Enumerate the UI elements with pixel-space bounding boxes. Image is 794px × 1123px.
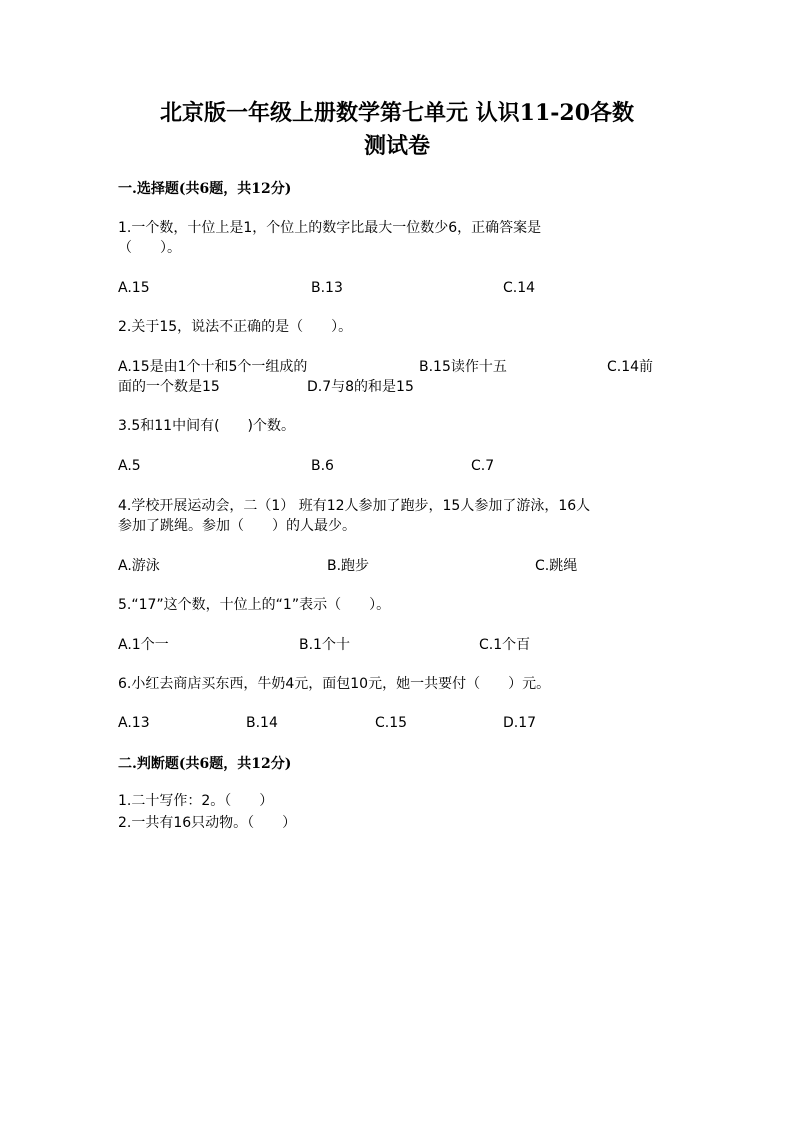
- question-6-text: 6.小红去商店买东西，牛奶4元，面包10元，她一共要付（ ）元。: [118, 676, 551, 692]
- judge-question-2: 2.一共有16只动物。（ ）: [118, 815, 297, 831]
- section-heading-choice: 一.选择题(共6题，共12分): [118, 181, 292, 197]
- page-title-line1: 北京版一年级上册数学第七单元 认识11-20各数: [159, 100, 635, 126]
- question-1-option-c[interactable]: C.14: [503, 280, 536, 296]
- question-5-text: 5.“17”这个数，十位上的“1”表示（ ）。: [118, 597, 391, 613]
- question-6-option-c[interactable]: C.15: [375, 715, 408, 731]
- question-1-option-a[interactable]: A.15: [118, 280, 150, 296]
- question-2-option-c[interactable]: C.14前: [607, 359, 654, 375]
- question-2-option-b[interactable]: B.15读作十五: [419, 359, 507, 375]
- question-4-text-line1: 4.学校开展运动会，二（1） 班有12人参加了跑步，15人参加了游泳，16人: [118, 498, 591, 514]
- question-2-option-c-continued[interactable]: 面的一个数是15: [118, 379, 220, 395]
- question-1-text-line2: （ ）。: [118, 240, 181, 256]
- question-5-option-b[interactable]: B.1个十: [299, 637, 350, 653]
- question-4-text-line2: 参加了跳绳。参加（ ）的人最少。: [118, 518, 356, 534]
- section-heading-judge: 二.判断题(共6题，共12分): [118, 756, 292, 772]
- question-4-option-b[interactable]: B.跑步: [327, 558, 370, 574]
- question-3-option-a[interactable]: A.5: [118, 458, 141, 474]
- judge-question-1: 1.二十写作：2。（ ）: [118, 793, 274, 809]
- question-1-option-b[interactable]: B.13: [311, 280, 343, 296]
- question-3-option-c[interactable]: C.7: [471, 458, 495, 474]
- question-1-text-line1: 1.一个数，十位上是1，个位上的数字比最大一位数少6，正确答案是: [118, 220, 542, 236]
- question-4-option-c[interactable]: C.跳绳: [535, 558, 578, 574]
- question-6-option-b[interactable]: B.14: [246, 715, 278, 731]
- question-3-option-b[interactable]: B.6: [311, 458, 334, 474]
- question-3-text: 3.5和11中间有( )个数。: [118, 418, 296, 434]
- question-5-option-a[interactable]: A.1个一: [118, 637, 169, 653]
- page-title-line2: 测试卷: [363, 133, 430, 159]
- question-2-text: 2.关于15，说法不正确的是（ ）。: [118, 319, 353, 335]
- question-5-option-c[interactable]: C.1个百: [479, 637, 531, 653]
- question-4-option-a[interactable]: A.游泳: [118, 558, 160, 574]
- question-6-option-d[interactable]: D.17: [503, 715, 537, 731]
- question-2-option-a[interactable]: A.15是由1个十和5个一组成的: [118, 359, 308, 375]
- question-2-option-d[interactable]: D.7与8的和是15: [307, 379, 414, 395]
- question-6-option-a[interactable]: A.13: [118, 715, 150, 731]
